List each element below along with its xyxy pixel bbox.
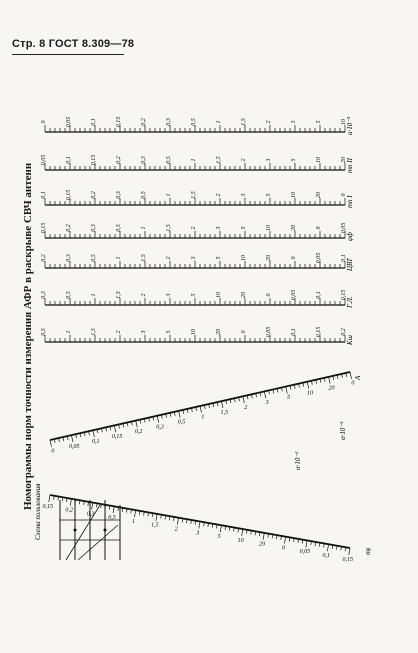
tick-label: 20 — [266, 255, 272, 261]
tick-label: 10 — [191, 329, 197, 335]
diagonal-scales — [42, 372, 354, 563]
diagonal-tick — [286, 387, 288, 394]
diagonal-tick-label: 0,15 — [111, 434, 123, 441]
diagonal-tick-label: 3 — [196, 530, 200, 537]
tick-label: 0 — [291, 256, 297, 260]
tick-label: 5 — [216, 256, 222, 260]
diagonal-tick-label: 2 — [244, 404, 248, 411]
diagonal-tick — [49, 495, 50, 502]
tick-label: 2 — [266, 120, 272, 124]
tick-label: 5 — [266, 193, 272, 197]
diagonal-tick-label: 0,3 — [156, 424, 164, 431]
tick-label: 10 — [291, 192, 297, 198]
tick-label: 0,15 — [316, 326, 322, 338]
tick-label: 20 — [316, 192, 322, 198]
diagonal-tick-label: 1,5 — [151, 522, 159, 529]
diagonal-tick — [327, 544, 328, 551]
diagonal-tick-label: 20 — [328, 385, 335, 392]
tick-label: 2 — [141, 293, 147, 297]
diagonal-tick-label: 0,2 — [134, 429, 143, 436]
scale-labels — [294, 116, 372, 555]
diagonal-tick — [156, 514, 157, 521]
diagonal-tick-label: 0,1 — [322, 553, 331, 560]
tick-label: 0,3 — [141, 156, 147, 164]
diagonal-tick — [306, 540, 307, 547]
tick-label: 10 — [216, 292, 222, 298]
diagonal-tick — [50, 440, 52, 447]
tick-label: 0,2 — [141, 118, 147, 126]
diagonal-tick — [242, 529, 243, 536]
scale-label: Г.Л. — [346, 296, 354, 308]
tick-label: 20 — [216, 329, 222, 335]
tick-label: 3 — [141, 330, 147, 334]
diagonal-tick-label: 2 — [174, 526, 178, 533]
tick-label: 1,5 — [91, 328, 97, 336]
diagonal-tick — [307, 382, 309, 389]
tick-label: 0,05 — [316, 252, 322, 264]
tick-label: 10 — [266, 225, 272, 231]
diagonal-tick-label: 0,05 — [69, 443, 80, 450]
tick-label: 5 — [241, 226, 247, 230]
tick-label: 5 — [166, 330, 172, 334]
figure-title: Номограммы норм точности измерения АФР в раскрыве СВЧ антенн — [22, 162, 34, 510]
diagonal-tick — [136, 421, 138, 428]
tick-label: 0,2 — [91, 191, 97, 199]
tick-label: 0 — [266, 293, 272, 297]
tick-label: 0,5 — [191, 118, 197, 126]
tick-label: 0,5 — [116, 224, 122, 232]
tick-label: 0,3 — [166, 118, 172, 126]
tick-label: 0,5 — [166, 156, 172, 164]
tick-label: 3 — [216, 226, 222, 230]
tick-label: 2 — [241, 158, 247, 162]
diagonal-scale-label: A — [354, 375, 362, 380]
scale-label: тп II — [346, 158, 354, 173]
tick-label: 20 — [241, 292, 247, 298]
diagonal-tick — [221, 401, 223, 408]
tick-label: 1 — [116, 256, 122, 260]
inset-title: Схема пользования — [34, 483, 42, 540]
diagonal-tick-label: 5 — [217, 534, 221, 541]
tick-label: 0,1 — [41, 191, 47, 199]
tick-label: 3 — [241, 193, 247, 197]
diagonal-tick — [92, 503, 93, 510]
tick-label: 0,5 — [66, 291, 72, 299]
tick-label: 1 — [141, 226, 147, 230]
diagonal-tick — [70, 499, 71, 506]
diagonal-tick-label: 1 — [201, 414, 205, 421]
tick-label: 0,5 — [91, 254, 97, 262]
tick-label: 1 — [191, 158, 197, 162]
tick-label: 0 — [316, 226, 322, 230]
diagonal-tick — [264, 391, 266, 398]
tick-label: 0,15 — [116, 116, 122, 128]
usage-schematic — [34, 484, 120, 560]
tick-label: 0,3 — [66, 254, 72, 262]
tick-label: 2 — [166, 256, 172, 260]
diagonal-tick-label: 0,1 — [91, 438, 100, 445]
tick-label: 5 — [291, 158, 297, 162]
diagonal-tick — [349, 548, 350, 555]
diagonal-tick-label: 1,5 — [220, 409, 229, 416]
diagonal-tick-label: 0,15 — [42, 503, 53, 510]
tick-label: 0,1 — [316, 291, 322, 299]
diagonal-tick — [71, 435, 73, 442]
tick-label: 1 — [66, 330, 72, 334]
tick-label: 2 — [191, 226, 197, 230]
tick-label: 0,2 — [341, 328, 347, 336]
diagonal-tick-label: 10 — [307, 390, 314, 397]
diagonal-tick-label: 0,15 — [342, 556, 353, 563]
tick-label: 20 — [341, 157, 347, 163]
diagonal-tick-label: 20 — [259, 541, 266, 548]
tick-label: 0,05 — [291, 289, 297, 301]
diagonal-tick-label: 1 — [131, 518, 135, 525]
diagonal-scale-label: α·10⁻² — [294, 451, 302, 470]
diagonal-tick — [200, 406, 202, 413]
tick-label: 0,5 — [141, 191, 147, 199]
diagonal-tick — [263, 533, 264, 540]
scale-label: a·10⁻³ — [346, 116, 354, 135]
tick-label: 2 — [216, 193, 222, 197]
tick-label: 1,5 — [141, 254, 147, 262]
diagonal-tick — [93, 430, 95, 437]
tick-label: 0 — [241, 330, 247, 334]
tick-label: 2 — [116, 330, 122, 334]
tick-label: 0,05 — [66, 116, 72, 128]
diagonal-tick-label: 0,05 — [299, 549, 311, 556]
tick-label: 1 — [216, 120, 222, 124]
page-label: Стр. 8 — [12, 38, 46, 50]
tick-label: 10 — [241, 255, 247, 261]
tick-label: 0,2 — [41, 254, 47, 262]
tick-label: 1,5 — [191, 191, 197, 199]
diagonal-tick — [284, 537, 285, 544]
tick-label: 20 — [291, 225, 297, 231]
diagonal-tick-label: 0,3 — [86, 511, 95, 518]
scale-label: Kш — [346, 335, 354, 345]
tick-label: 0,1 — [91, 118, 97, 126]
tick-label: 0,05 — [266, 326, 272, 338]
tick-label: 0,05 — [41, 154, 47, 166]
tick-label: 0,5 — [41, 328, 47, 336]
diagonal-tick-label: 0 — [351, 380, 355, 387]
tick-label: 1,5 — [241, 118, 247, 126]
diagonal-scale-label: α·10⁻³ — [339, 421, 347, 440]
tick-label: 0 — [41, 120, 47, 124]
scale-label: ЦВТ — [346, 258, 354, 271]
diagonal-tick — [199, 522, 200, 529]
tick-label: 0,3 — [91, 224, 97, 232]
tick-label: 0,2 — [66, 224, 72, 232]
tick-label: 3 — [266, 158, 272, 162]
tick-label: 0,1 — [66, 156, 72, 164]
diagonal-tick — [243, 396, 245, 403]
diagonal-tick-label: 0 — [281, 545, 285, 552]
diagonal-scale-label: σφ — [364, 547, 372, 555]
tick-label: 3 — [191, 256, 197, 260]
tick-label: 5 — [316, 120, 322, 124]
tick-label: 0 — [341, 193, 347, 197]
tick-label: 3 — [166, 293, 172, 297]
tick-label: 0,05 — [341, 222, 347, 234]
diagonal-tick — [350, 372, 352, 379]
diagonal-tick — [114, 425, 116, 432]
diagonal-tick — [157, 416, 159, 423]
tick-label: 1,5 — [216, 156, 222, 164]
tick-label: 5 — [191, 293, 197, 297]
diagonal-tick — [113, 506, 114, 513]
tick-label: 10 — [316, 157, 322, 163]
tick-label: 0,3 — [116, 191, 122, 199]
tick-label: 1 — [166, 193, 172, 197]
tick-label: 0,2 — [116, 156, 122, 164]
diagonal-tick — [220, 525, 221, 532]
tick-label: 1 — [91, 293, 97, 297]
diagonal-tick-label: 0 — [51, 448, 55, 455]
tick-label: 1,5 — [116, 291, 122, 299]
diagonal-tick-label: 0,5 — [177, 419, 186, 426]
diagonal-tick-label: 5 — [287, 395, 291, 402]
scale-label: φф — [346, 232, 354, 241]
tick-label: 1,5 — [166, 224, 172, 232]
tick-label: 0,3 — [41, 291, 47, 299]
diagonal-tick-label: 3 — [265, 400, 269, 407]
tick-label: 0,15 — [41, 222, 47, 234]
tick-label: 0,15 — [91, 154, 97, 166]
scale-label: тп I — [346, 195, 354, 208]
diagonal-tick — [177, 518, 178, 525]
tick-label: 0,1 — [341, 254, 347, 262]
standard-code: ГОСТ 8.309—78 — [48, 38, 135, 50]
tick-label: 0,1 — [291, 328, 297, 336]
diagonal-tick — [329, 377, 331, 384]
diagonal-tick-label: 0,2 — [65, 507, 73, 514]
diagonal-tick-label: 10 — [237, 537, 244, 544]
tick-label: 10 — [341, 119, 347, 125]
tick-label: 0,15 — [66, 189, 72, 201]
diagonal-tick — [179, 411, 181, 418]
diagonal-tick-label: 0,5 — [108, 515, 116, 522]
diagonal-tick — [134, 510, 135, 517]
tick-label: 0,15 — [341, 289, 347, 301]
tick-label: 3 — [291, 120, 297, 124]
vertical-scales — [41, 117, 347, 342]
